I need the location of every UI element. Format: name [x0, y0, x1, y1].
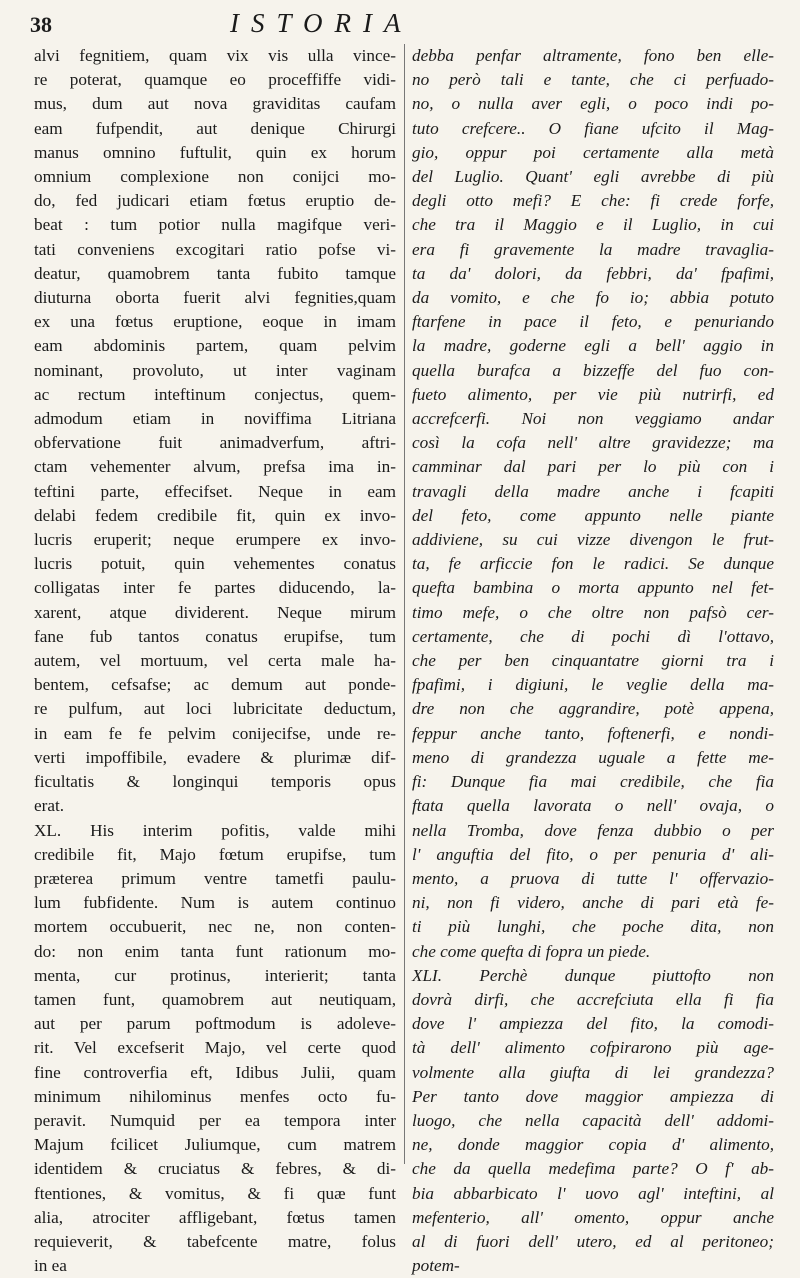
- text-line: lum fubfidente. Num is autem continuo: [34, 893, 396, 913]
- text-line: deatur, quamobrem tanta fubito tamque: [34, 263, 396, 283]
- running-title: ISTORIA: [230, 8, 413, 38]
- text-line: fane fub tantos conatus erupifse, tum: [34, 626, 396, 646]
- text-line: del feto, come appunto nelle piante: [412, 505, 774, 525]
- text-line: l' anguftia del fito, o per penuria d' ali-: [412, 844, 774, 864]
- text-line: la madre, goderne egli a bell' aggio in: [412, 336, 774, 356]
- text-line: obfervatione fuit animadverfum, aftri-: [34, 433, 396, 453]
- text-line: menta, cur protinus, interierit; tanta: [34, 965, 396, 985]
- text-line: certamente, che di pochi dì l'ottavo,: [412, 626, 774, 646]
- text-line: credibile fit, Majo fœtum erupifse, tum: [34, 844, 396, 864]
- text-line: che tra il Maggio e il Luglio, in cui: [412, 215, 774, 235]
- text-line: dre non che aggrandire, potè appena,: [412, 699, 774, 719]
- text-line: eam abdominis partem, quam pelvim: [34, 336, 396, 356]
- text-line: ftata quella lavorata o nell' ovaja, o: [412, 796, 774, 816]
- text-line: ficultatis & longinqui temporis opus: [34, 772, 396, 792]
- text-line: eam fufpendit, aut denique Chirurgi: [34, 118, 396, 138]
- text-line: camminar dal pari per lo più con i: [412, 457, 774, 477]
- text-line: così la cofa nell' altre gravidezze; ma: [412, 433, 774, 453]
- text-line: admodum etiam in noviffima Litriana: [34, 409, 396, 429]
- text-line: præterea primum ventre tametfi paulu-: [34, 868, 396, 888]
- text-line: ta, fe arficcie fon le radici. Se dunque: [412, 554, 774, 574]
- text-line: dovrà dirfi, che accrefciuta ella fi fia: [412, 989, 774, 1009]
- text-line: meno di grandezza uguale a fette me-: [412, 747, 774, 767]
- two-column-body: [34, 44, 774, 1276]
- text-line: fueto alimento, per vie più nutrirfi, ed: [412, 384, 774, 404]
- text-line: bia abbarbicato l' uovo agl' inteftini, al: [412, 1183, 774, 1203]
- text-line: beat : tum potior nulla magifque veri-: [34, 215, 396, 235]
- text-line: do: non enim tanta funt rationum mo-: [34, 941, 396, 961]
- text-line: nella Tromba, dove fenza dubbio o per: [412, 820, 774, 840]
- text-line: travagli della madre anche i fcapiti: [412, 481, 774, 501]
- text-line: mefenterio, all' omento, oppur anche: [412, 1207, 774, 1227]
- text-line: no, o nulla aver egli, o poco indi po-: [412, 94, 774, 114]
- text-line: fine controverfia eft, Idibus Julii, quam: [34, 1062, 396, 1082]
- text-line: al di fuori dell' utero, ed al peritoneo;: [412, 1231, 774, 1251]
- text-line: fpafimi, i digiuni, le veglie della ma-: [412, 675, 774, 695]
- text-line: feppur anche tanto, foftenerfi, e nondi-: [412, 723, 774, 743]
- text-line: manus omnino fuftulit, quin ex horum: [34, 142, 396, 162]
- text-line: fi: Dunque fia mai credibile, che fia: [412, 772, 774, 792]
- text-line: ftentiones, & vomitus, & fi quæ funt: [34, 1183, 396, 1203]
- page-number: 38: [30, 12, 52, 37]
- text-line: delabi fedem credibile fit, quin ex invo-: [34, 505, 396, 525]
- text-line: luogo, che nella capacità dell' addomi-: [412, 1110, 774, 1130]
- text-line: quefta bambina o morta appunto nel fet-: [412, 578, 774, 598]
- text-line: tamen funt, quamobrem aut neutiquam,: [34, 989, 396, 1009]
- text-line: do, fed judicari etiam fœtus eruptio de-: [34, 191, 396, 211]
- text-line: identidem & cruciatus & febres, & di-: [34, 1159, 396, 1179]
- text-line: volmente alla giufta di lei grandezza?: [412, 1062, 774, 1082]
- text-line: quella burafca a bizzeffe del fuo con-: [412, 360, 774, 380]
- text-line: del Luglio. Quant' egli avrebbe di più: [412, 167, 774, 187]
- text-line: tati conveniens excogitari ratio pofse vi-: [34, 239, 396, 259]
- text-line: XLI. Perchè dunque piuttofto non: [412, 965, 774, 985]
- text-line: nominant, provoluto, ut inter vaginam: [34, 360, 396, 380]
- text-line: ftarfene in pace il feto, e penuriando: [412, 312, 774, 332]
- text-line: peravit. Numquid per ea tempora inter: [34, 1110, 396, 1130]
- text-line: degli otto mefi? E che: fi crede forfe,: [412, 191, 774, 211]
- text-line: ti più lunghi, che poche dita, non: [412, 917, 774, 937]
- text-line: minimum nihilominus menfes octo fu-: [34, 1086, 396, 1106]
- text-line: re poterat, quamque eo proceffiffe vidi-: [34, 70, 396, 90]
- text-line: gio, oppur poi certamente alla metà: [412, 142, 774, 162]
- text-line: che da quella medefima parte? O f' ab-: [412, 1159, 774, 1179]
- text-line: in ea: [34, 1256, 67, 1276]
- text-line: verti impoffibile, evadere & plurimæ dif-: [34, 747, 396, 767]
- text-line: teftini parte, effecifset. Neque in eam: [34, 481, 396, 501]
- text-line: Majum fcilicet Juliumque, cum matrem: [34, 1135, 396, 1155]
- text-line: mortem occubuerit, nec ne, non conten-: [34, 917, 396, 937]
- text-line: diuturna oborta fuerit alvi fegnities,quam: [34, 288, 396, 308]
- text-line: aut per parum poftmodum is adoleve-: [34, 1014, 396, 1034]
- text-line: ne, donde maggior copia d' alimento,: [412, 1135, 774, 1155]
- text-line: era fi gravemente la madre travaglia-: [412, 239, 774, 259]
- text-line: dove l' ampiezza del fito, la comodi-: [412, 1014, 774, 1034]
- text-line: colligatas inter fe partes diducendo, la-: [34, 578, 396, 598]
- text-line: tuto crefcere.. O fiane ufcito il Mag-: [412, 118, 774, 138]
- text-line: tà dell' alimento cofpirarono più age-: [412, 1038, 774, 1058]
- text-line: timo mefe, o che oltre non pafsò cer-: [412, 602, 774, 622]
- text-line: ni, non fi videro, anche di pari età fe-: [412, 893, 774, 913]
- italian-column: [408, 44, 774, 1276]
- text-line: lucris eruperit; neque erumpere ex invo-: [34, 530, 396, 550]
- text-line: xarent, atque dividerent. Neque mirum: [34, 602, 396, 622]
- text-line: alvi fegnitiem, quam vix vis ulla vince-: [34, 46, 396, 65]
- text-line: ex una fœtus eruptione, eoque in imam: [34, 312, 396, 332]
- text-line: rit. Vel excefserit Majo, vel certe quod: [34, 1038, 396, 1058]
- text-line: mento, a pruova di tutte l' offervazio-: [412, 868, 774, 888]
- text-line: re pulfum, aut loci lubricitate deductum,: [34, 699, 396, 719]
- text-line: omnium complexione non conijci mo-: [34, 167, 396, 187]
- text-line: erat.: [34, 796, 65, 816]
- latin-column: [34, 44, 405, 1276]
- text-line: bentem, cefsafse; ac demum aut ponde-: [34, 675, 396, 695]
- text-line: ctam vehementer alvum, prefsa ima in-: [34, 457, 396, 477]
- text-line: ac rectum inteftinum conjectus, quem-: [34, 384, 396, 404]
- text-line: XL. His interim pofitis, valde mihi: [34, 820, 396, 840]
- text-line: accrefcerfi. Noi non veggiamo andar: [412, 409, 774, 429]
- text-line: autem, vel mortuum, vel certa male ha-: [34, 651, 396, 671]
- text-line: da vomito, e che fo io; abbia potuto: [412, 288, 774, 308]
- text-line: ta da' dolori, da febbri, da' fpafimi,: [412, 263, 774, 283]
- text-line: addiviene, su cui vizze divengon le frut-: [412, 530, 774, 550]
- text-line: lucris potuit, quin vehementes conatus: [34, 554, 396, 574]
- text-line: Per tanto dove maggior ampiezza di: [412, 1086, 774, 1106]
- page-header: [30, 8, 770, 42]
- text-line: in eam fe fe pelvim conijecifse, unde re-: [34, 723, 396, 743]
- text-line: debba penfar altramente, fono ben elle-: [412, 46, 774, 65]
- text-line: che come quefta di fopra un piede.: [412, 941, 651, 961]
- text-line: requieverit, & tabefcente matre, folus: [34, 1231, 396, 1251]
- text-line: mus, dum aut nova graviditas caufam: [34, 94, 396, 114]
- text-line: alia, atrociter affligebant, fœtus tamen: [34, 1207, 396, 1227]
- text-line: potem-: [412, 1256, 460, 1276]
- text-line: no però tali e tante, che ci perfuado-: [412, 70, 774, 90]
- text-line: che per ben cinquantatre giorni tra i: [412, 651, 774, 671]
